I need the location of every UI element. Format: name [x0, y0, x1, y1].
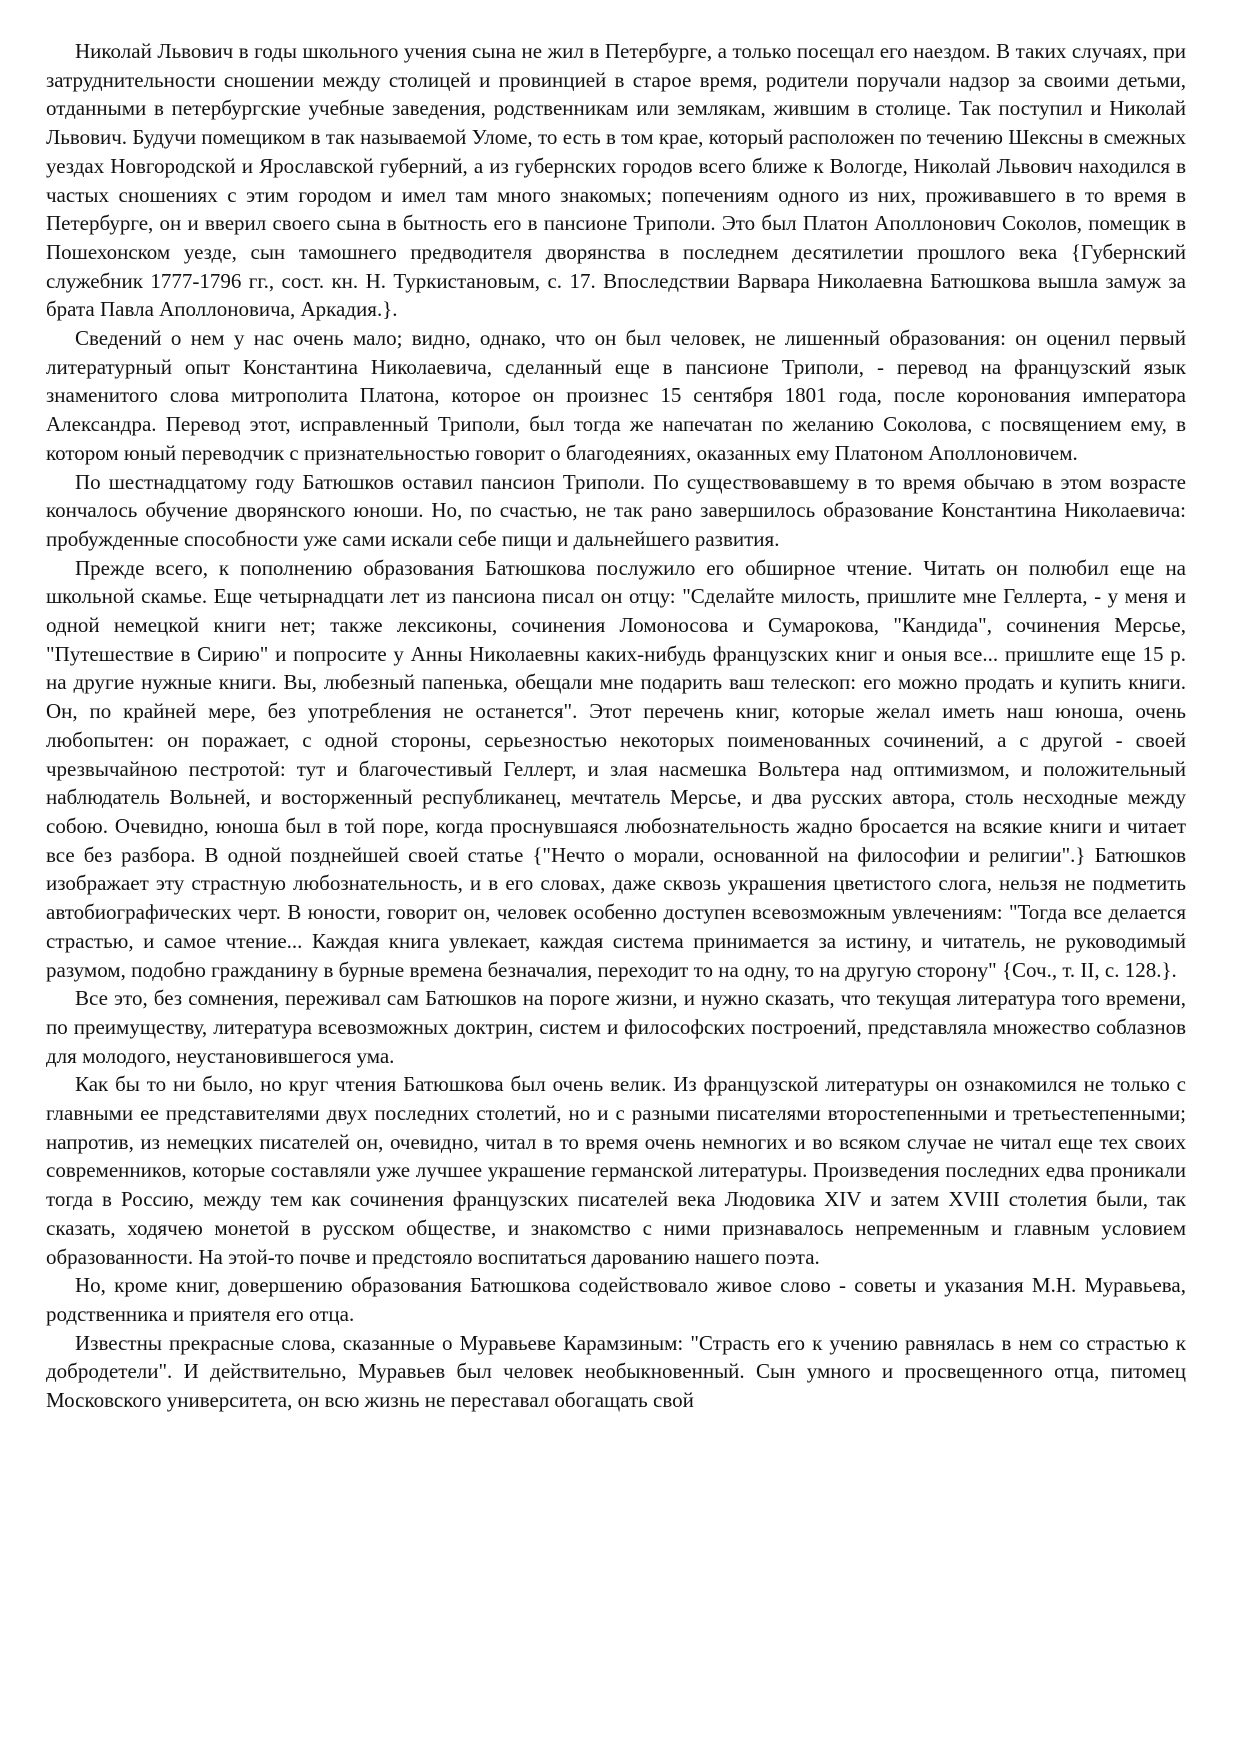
paragraph-7: Но, кроме книг, довершению образования Батюшкова содействовало живое слово - советы и указания М.Н. Муравьева, родственника и приятеля его отца. [46, 1273, 1186, 1326]
body-text [46, 37, 1186, 1415]
paragraph-4: Прежде всего, к пополнению образования Батюшкова послужило его обширное чтение. Читать он полюбил еще на школьной скамье. Еще четырнадцати лет из пансиона писал он отцу: "Сделайте милость, пришлите мне Геллерта, - у меня и одной немецкой книги нет; также лексиконы, сочинения Ломоносова и Сумарокова, "Кандида", сочинения Мерсье, "Путешествие в Сирию" и попросите у Анны Николаевны каких-нибудь французских книг и оныя все... пришлите еще 15 р. на другие нужные книги. Вы, любезный папенька, обещали мне подарить ваш телескоп: его можно продать и купить книги. Он, по крайней мере, без употребления не останется". Этот перечень книг, которые желал иметь наш юноша, очень любопытен: он поражает, с одной стороны, серьезностью некоторых поименованных сочинений, а с другой - своей чрезвычайною пестротой: тут и благочестивый Геллерт, и злая насмешка Вольтера над оптимизмом, и положительный наблюдатель Вольней, и восторженный республиканец, мечтатель Мерсье, и два русских автора, столь несходные между собою. Очевидно, юноша был в той поре, когда проснувшаяся любознательность жадно бросается на всякие книги и читает все без разбора. В одной позднейшей своей статье {"Нечто о морали, основанной на философии и религии".} Батюшков изображает эту страстную любознательность, и в его словах, даже сквозь украшения цветистого слога, нельзя не подметить автобиографических черт. В юности, говорит он, человек особенно доступен всевозможным увлечениям: "Тогда все делается страстью, и самое чтение... Каждая книга увлекает, каждая система принимается за истину, и читатель, не руководимый разумом, подобно гражданину в бурные времена безначалия, переходит то на одну, то на другую сторону" {Соч., т. II, с. 128.}. [46, 555, 1186, 982]
paragraph-1: Николай Львович в годы школьного учения сына не жил в Петербурге, а только посещал его наездом. В таких случаях, при затруднительности сношении между столицей и провинцией в старое время, родители поручали надзор за своими детьми, отданными в петербургские учебные заведения, родственникам или землякам, жившим в столице. Так поступил и Николай Львович. Будучи помещиком в так называемой Уломе, то есть в том крае, который расположен по течению Шексны в смежных уездах Новгородской и Ярославской губерний, а из губернских городов всего ближе к Вологде, Николай Львович находился в частых сношениях с этим городом и имел там много знакомых; попечениям одного из них, проживавшего в то время в Петербурге, он и вверил своего сына в бытность его в пансионе Триполи. Это был Платон Аполлонович Соколов, помещик в Пошехонском уезде, сын тамошнего предводителя дворянства в последнем десятилетии прошлого века {Губернский служебник 1777-1796 гг., сост. кн. Н. Туркистановым, с. 17. Впоследствии Варвара Николаевна Батюшкова вышла замуж за брата Павла Аполлоновича, Аркадия.}. [46, 39, 1186, 322]
paragraph-5: Все это, без сомнения, переживал сам Батюшков на пороге жизни, и нужно сказать, что текущая литература того времени, по преимуществу, литература всевозможных доктрин, систем и философских построений, представляла множество соблазнов для молодого, неустановившегося ума. [46, 986, 1186, 1068]
paragraph-3: По шестнадцатому году Батюшков оставил пансион Триполи. По существовавшему в то время обычаю в этом возрасте кончалось обучение дворянского юноши. Но, по счастью, не так рано завершилось образование Константина Николаевича: пробужденные способности уже сами искали себе пищи и дальнейшего развития. [46, 469, 1186, 551]
paragraph-8: Известны прекрасные слова, сказанные о Муравьеве Карамзиным: "Страсть его к учению равнялась в нем со страстью к добродетели". И действительно, Муравьев был человек необыкновенный. Сын умного и просвещенного отца, питомец Московского университета, он всю жизнь не переставал обогащать свой [46, 1330, 1186, 1413]
paragraph-2: Сведений о нем у нас очень мало; видно, однако, что он был человек, не лишенный образования: он оценил первый литературный опыт Константина Николаевича, сделанный еще в пансионе Триполи, - перевод на французский язык знаменитого слова митрополита Платона, которое он произнес 15 сентября 1801 года, после коронования императора Александра. Перевод этот, исправленный Триполи, был тогда же напечатан по желанию Соколова, с посвящением ему, в котором юный переводчик с признательностью говорит о благодеяниях, оказанных ему Платоном Аполлоновичем. [46, 326, 1186, 465]
paragraph-6: Как бы то ни было, но круг чтения Батюшкова был очень велик. Из французской литературы он ознакомился не только с главными ее представителями двух последних столетий, но и с разными писателями второстепенными и третьестепенными; напротив, из немецких писателей он, очевидно, читал в то время очень немногих и во всяком случае не читал еще тех своих современников, которые составляли уже лучшее украшение германской литературы. Произведения последних едва проникали тогда в Россию, между тем как сочинения французских писателей века Людовика XIV и затем XVIII столетия были, так сказать, ходячею монетой в русском обществе, и знакомство с ними признавалось непременным и главным условием образованности. На этой-то почве и предстояло воспитаться дарованию нашего поэта. [46, 1072, 1186, 1269]
